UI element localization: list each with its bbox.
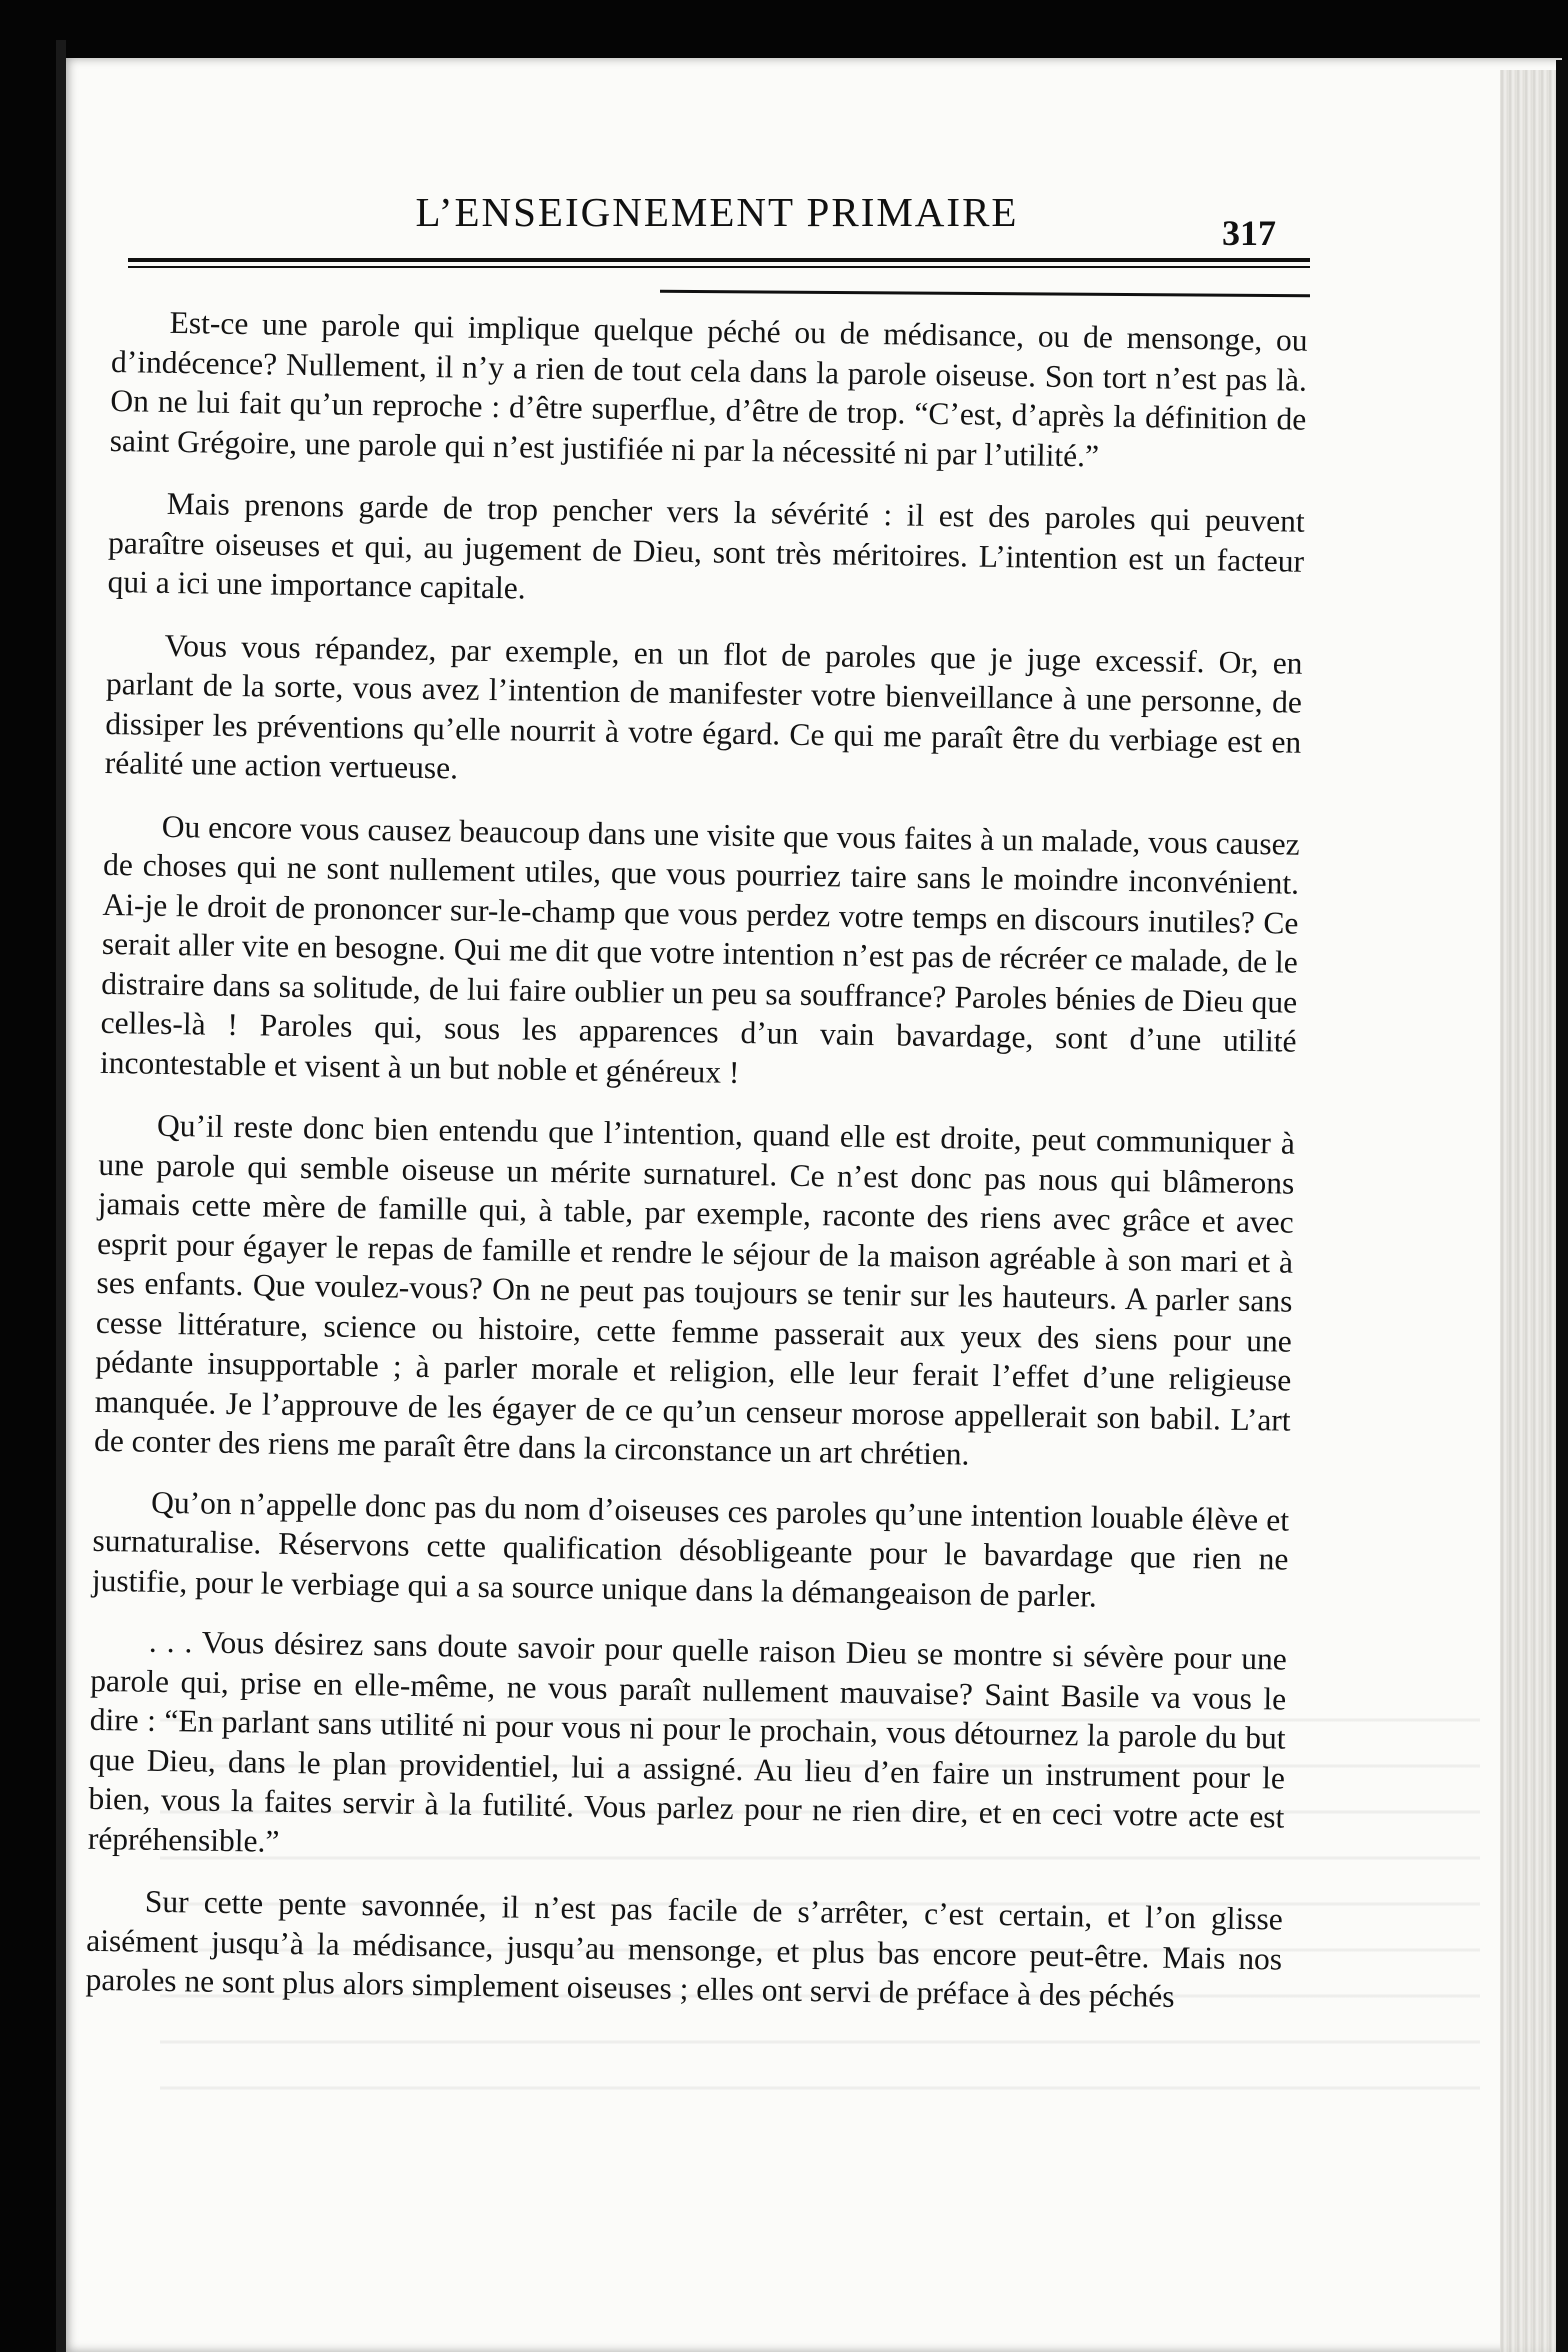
- paragraph: Sur cette pente savonnée, il n’est pas facile de s’arrêter, c’est certain, et l’on glisse aisément jusqu’à la médisance, jusqu’au mensonge, et plus bas encore peut-être. Mais nos paroles ne sont plus alors simplement oiseuses ; elles ont servi de préface à des péchés: [85, 1883, 1284, 2014]
- paragraph: . . . Vous désirez sans doute savoir pour quelle raison Dieu se montre si sévère pour une parole qui, prise en elle-même, ne vous paraît nullement mauvaise? Saint Basile va vous le dire : “En parlant sans utilité ni pour vous ni pour le prochain, vous détournez la parole du but que Dieu, dans le plan providentiel, lui a assigné. Au lieu d’en faire un instrument pour le bien, vous la faites servir à la futilité. Vous parlez pour ne rien dire, et en ceci votre acte est répréhensible.”: [87, 1623, 1288, 1859]
- header-rule-thin: [128, 266, 1310, 268]
- running-title: L’ENSEIGNEMENT PRIMAIRE: [415, 189, 1019, 235]
- paragraph: Qu’on n’appelle donc pas du nom d’oiseuses ces paroles qu’une intention louable élève et surnaturalise. Réservons cette qualification désobligeante pour le bavardage que rien ne justifie, pour le verbiage qui a sa source unique dans la démangeaison de parler.: [91, 1484, 1290, 1614]
- paragraph: Est-ce une parole qui implique quelque péché ou de médisance, ou de mensonge, ou d’indécence? Nullement, il n’y a rien de tout cela dans la parole oiseuse. Son tort n’est pas là. On ne lui fait qu’un reproche : d’être superflue, d’être de trop. “C’est, d’après la définition de saint Grégoire, une parole qui n’est justifiée ni par la nécessité ni par l’utilité.”: [109, 304, 1308, 474]
- header-rule-thick: [128, 258, 1310, 262]
- body-text: [85, 302, 1308, 2041]
- book-spine-shadow: [56, 40, 66, 2352]
- paragraph: Qu’il reste donc bien entendu que l’intention, quand elle est droite, peut communiquer à une parole qui semble oiseuse un mérite surnaturel. Ce n’est donc pas nous qui blâmerons jamais cette mère de famille qui, à table, par exemple, raconte des riens avec grâce et avec esprit pour égayer le repas de famille et rendre le séjour de la maison agréable à son mari et à ses enfants. Que voulez-vous? On ne peut pas toujours se tenir sur les hauteurs. A parler sans cesse littérature, science ou histoire, cette femme passerait aux yeux des siens pour une pédante insupportable ; à parler morale et religion, elle leur ferait l’effet d’une religieuse manquée. Je l’approuve de les égayer de ce qu’un censeur morose appellerait son babil. L’art de conter des riens me paraît être dans la circonstance un art chrétien.: [93, 1107, 1296, 1472]
- paragraph: Vous vous répandez, par exemple, en un flot de paroles que je juge excessif. Or, en parlant de la sorte, vous avez l’intention de manifester votre bienveillance à une personne, de dissiper les préventions qu’elle nourrit à votre égard. Ce qui me paraît être du verbiage est en réalité une action vertueuse.: [104, 627, 1303, 786]
- paragraph: Mais prenons garde de trop pencher vers la sévérité : il est des paroles qui peuvent paraître oiseuses et qui, au jugement de Dieu, sont très méritoires. L’intention est un facteur qui a ici une importance capitale.: [107, 485, 1305, 606]
- paragraph: Ou encore vous causez beaucoup dans une visite que vous faites à un malade, vous causez de choses qui ne sont nullement utiles, que vous pourriez taire sans le moindre inconvénient. Ai-je le droit de prononcer sur-le-champ que vous perdez votre temps en discours inutiles? Ce serait aller vite en besogne. Qui me dit que votre intention n’est pas de récréer ce malade, de le distraire dans sa solitude, de lui faire oublier un peu sa souffrance? Paroles bénies de Dieu que celles-là ! Paroles qui, sous les apparences d’un vain bavardage, sont d’une utilité incontestable et visent à un but noble et généreux !: [99, 808, 1300, 1090]
- scan-border: [1556, 60, 1568, 2352]
- page-number: 317: [1222, 213, 1276, 253]
- page-edges: [1500, 70, 1562, 2352]
